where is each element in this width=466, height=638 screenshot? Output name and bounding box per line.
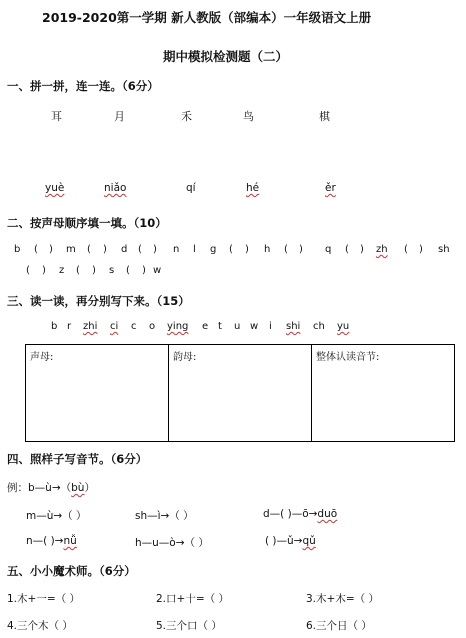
syllable: zhi (83, 321, 98, 332)
example-answer: bù (71, 482, 85, 494)
seq-item: ( (26, 265, 30, 276)
exercise-prefix: ( )—ǔ→ (265, 535, 303, 547)
seq-item: l (193, 244, 196, 255)
section3-heading: 三、读一读，再分别写下来。（15） (7, 294, 190, 308)
seq-item: z (59, 265, 65, 276)
seq-item: ) (245, 244, 249, 255)
seq-item: h (264, 244, 271, 255)
pinyin-item: yuè (45, 182, 65, 194)
seq-item: w (153, 265, 162, 276)
seq-item: ) (419, 244, 423, 255)
syllable: b (51, 321, 58, 332)
pinyin-item: hé (246, 182, 260, 194)
exercise-answer: nǚ (63, 535, 77, 547)
syllable: ying (167, 321, 189, 332)
seq-item: s (109, 265, 115, 276)
seq-item: q (325, 244, 332, 255)
whole-syllables-cell[interactable] (312, 345, 455, 442)
finals-cell[interactable] (169, 345, 312, 442)
exercise-prefix: n—( )→ (26, 535, 64, 547)
finals-label: 韵母: (173, 352, 197, 363)
hanzi-item: 耳 (51, 110, 62, 123)
whole-syllables-label: 整体认读音节: (316, 352, 380, 363)
seq-item: ) (153, 244, 157, 255)
syllable: t (218, 321, 222, 332)
hanzi-item: 月 (114, 110, 125, 123)
seq-item: ) (360, 244, 364, 255)
exercise-item: m—ù→（ ） (26, 510, 87, 522)
seq-item: ( (284, 244, 288, 255)
seq-item: ) (142, 265, 146, 276)
seq-item: n (173, 244, 180, 255)
syllable: o (149, 321, 156, 332)
seq-item: ( (76, 265, 80, 276)
syllable: i (269, 321, 272, 332)
initials-cell[interactable] (26, 345, 169, 442)
magic-item: 1.木+一=（ ） (7, 593, 80, 605)
seq-item: ) (103, 244, 107, 255)
example-line (7, 480, 95, 495)
exercise-answer: duō (317, 508, 338, 520)
syllable: r (67, 321, 72, 332)
example-prefix: 例：b—ù→（ (7, 482, 72, 494)
magic-item: 4.三个木（ ） (7, 620, 73, 632)
seq-item: ( (138, 244, 142, 255)
initials-label: 声母: (30, 352, 54, 363)
syllable: u (234, 321, 241, 332)
hanzi-item: 鸟 (243, 110, 254, 123)
syllable: yu (337, 321, 350, 332)
syllable: shi (286, 321, 301, 332)
exercise-item: h—u—ò→（ ） (135, 537, 209, 549)
exercise-item (265, 535, 316, 547)
seq-item: ( (34, 244, 38, 255)
example-suffix: ） (84, 482, 95, 494)
answer-table (25, 344, 455, 442)
hanzi-item: 禾 (181, 110, 192, 123)
syllable: ci (110, 321, 119, 332)
seq-item: ( (404, 244, 408, 255)
seq-item: ) (42, 265, 46, 276)
syllable: e (202, 321, 209, 332)
section1-heading: 一、拼一拼，连一连。（6分） (7, 79, 159, 93)
section5-heading: 五、小小魔术师。（6分） (7, 564, 136, 578)
magic-item: 3.木+木=（ ） (306, 593, 379, 605)
magic-item: 5.三个口（ ） (156, 620, 222, 632)
seq-item: ) (92, 265, 96, 276)
seq-item: g (210, 244, 217, 255)
seq-item: ( (87, 244, 91, 255)
seq-item: ) (49, 244, 53, 255)
magic-item: 2.口+十=（ ） (156, 593, 229, 605)
magic-item: 6.三个日（ ） (306, 620, 372, 632)
pinyin-item: niǎo (104, 182, 127, 194)
seq-item: ) (299, 244, 303, 255)
pinyin-item: qí (186, 182, 196, 194)
hanzi-item: 棋 (319, 110, 330, 123)
exercise-prefix: d—( )—ō→ (263, 508, 318, 520)
syllable: c (131, 321, 137, 332)
seq-item: ( (345, 244, 349, 255)
seq-item: ( (229, 244, 233, 255)
page-subtitle: 期中模拟检测题（二） (163, 49, 289, 64)
page-title: 2019-2020第一学期 新人教版（部编本）一年级语文上册 (42, 10, 372, 25)
syllable: ch (313, 321, 325, 332)
exercise-item (26, 535, 77, 547)
exercise-item (263, 508, 337, 520)
exercise-item: sh—ì→（ ） (135, 510, 194, 522)
seq-item: zh (376, 244, 388, 255)
section4-heading: 四、照样子写音节。（6分） (7, 452, 148, 466)
syllable: w (250, 321, 259, 332)
exercise-answer: qǔ (302, 535, 316, 547)
section2-heading: 二、按声母顺序填一填。（10） (7, 216, 167, 230)
seq-item: ( (126, 265, 130, 276)
seq-item: sh (438, 244, 450, 255)
pinyin-item: ěr (325, 182, 336, 194)
seq-item: m (66, 244, 76, 255)
seq-item: b (14, 244, 21, 255)
seq-item: d (121, 244, 128, 255)
